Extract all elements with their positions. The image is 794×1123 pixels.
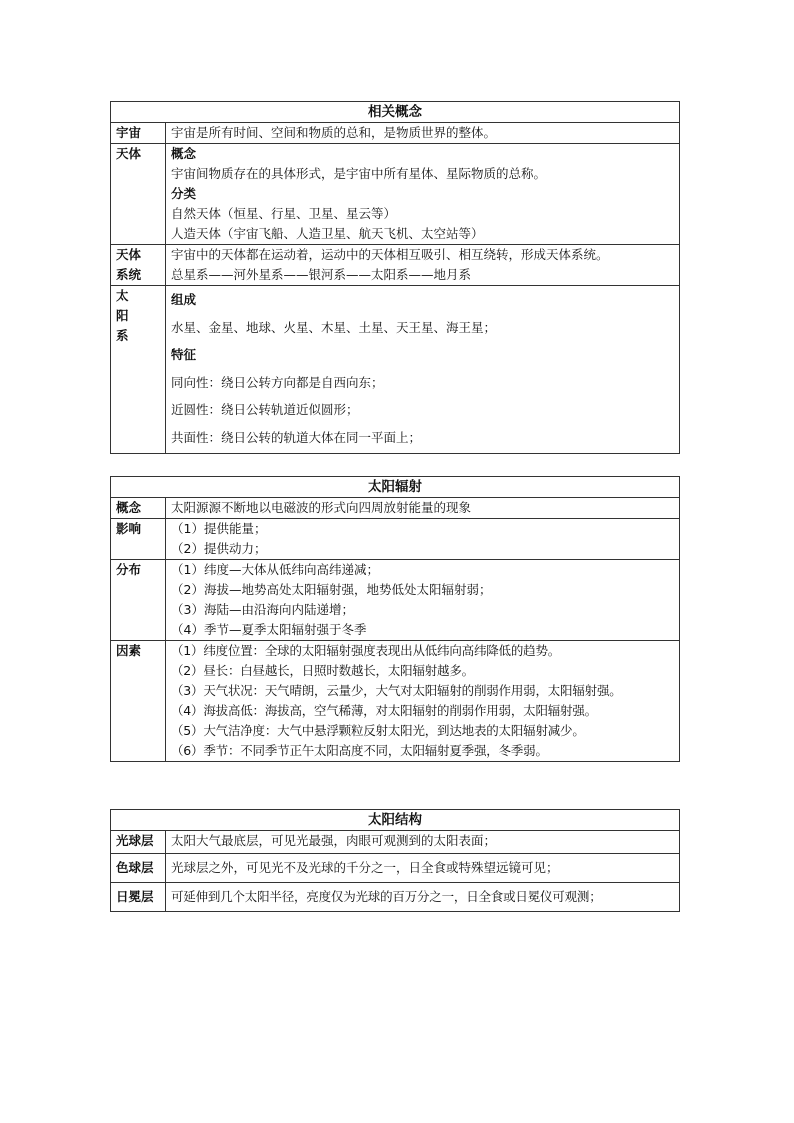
list-item: （2）提供动力； [171,541,267,556]
photosphere-label: 光球层 [111,831,166,854]
system-line-1: 宇宙中的天体都在运动着，运动中的天体相互吸引、相互绕转，形成天体系统。 [171,247,609,262]
celestial-natural: 自然天体（恒星、行星、卫星、星云等） [171,206,397,221]
celestial-concept-head: 概念 [171,146,197,161]
solar-label-char-3: 系 [116,328,129,343]
chromosphere-label: 色球层 [111,854,166,883]
celestial-concept-text: 宇宙间物质存在的具体形式，是宇宙中所有星体、星际物质的总称。 [171,166,547,181]
list-item: （2）海拔—地势高处太阳辐射强，地势低处太阳辐射弱； [171,582,492,597]
table-row [111,286,680,454]
celestial-artificial: 人造天体（宇宙飞船、人造卫星、航天飞机、太空站等） [171,226,484,241]
solar-comp-head: 组成 [171,292,197,307]
list-item: （4）季节—夏季太阳辐射强于冬季 [171,622,367,637]
list-item: （3）海陆—由沿海向内陆递增； [171,602,354,617]
radiation-factors-label: 因素 [111,641,166,762]
table-row [111,123,680,144]
chromosphere-text: 光球层之外，可见光不及光球的千分之一，日全食或特殊望远镜可见； [166,854,680,883]
list-item: （1）纬度位置：全球的太阳辐射强度表现出从低纬向高纬降低的趋势。 [171,643,561,658]
solar-label-char-1: 太 [116,288,129,303]
solar-feat-head: 特征 [171,347,197,362]
list-item: （4）海拔高低：海拔高，空气稀薄，对太阳辐射的削弱作用弱，太阳辐射强。 [171,703,597,718]
table-row [111,245,680,286]
concepts-table [110,101,680,454]
structure-title: 太阳结构 [111,810,680,831]
system-label-2: 系统 [116,267,142,282]
list-item: （1）纬度—大体从低纬向高纬递减； [171,562,379,577]
table-row [111,883,680,912]
table-row [111,831,680,854]
table-row [111,641,680,762]
solar-feat-3: 共面性：绕日公转的轨道大体在同一平面上； [171,429,422,445]
table-row [111,144,680,245]
radiation-impact-label: 影响 [111,519,166,560]
list-item: （2）昼长：白昼越长，日照时数越长，太阳辐射越多。 [171,663,474,678]
radiation-table [110,476,680,762]
list-item: （5）大气洁净度：大气中悬浮颗粒反射太阳光，到达地表的太阳辐射减少。 [171,723,585,738]
table-row [111,560,680,641]
celestial-class-head: 分类 [171,186,197,201]
solar-label-char-2: 阳 [116,308,129,323]
list-item: （6）季节：不同季节正午太阳高度不同，太阳辐射夏季强，冬季弱。 [171,743,548,758]
radiation-concept-text: 太阳源源不断地以电磁波的形式向四周放射能量的现象 [166,498,680,519]
radiation-dist-label: 分布 [111,560,166,641]
system-label-1: 天体 [116,247,142,262]
solar-feat-2: 近圆性：绕日公转轨道近似圆形； [171,402,359,417]
solar-planets: 水星、金星、地球、火星、木星、土星、天王星、海王星； [171,319,497,335]
table-row [111,854,680,883]
table-row [111,519,680,560]
solar-feat-1: 同向性：绕日公转方向都是自西向东； [171,374,384,390]
list-item: （3）天气状况：天气晴朗，云量少，大气对太阳辐射的削弱作用弱，太阳辐射强。 [171,683,622,698]
structure-table [110,809,680,912]
universe-label: 宇宙 [111,123,166,144]
system-line-2: 总星系——河外星系——银河系——太阳系——地月系 [171,267,472,282]
radiation-title: 太阳辐射 [111,477,680,498]
corona-label: 日冕层 [111,883,166,912]
table-row [111,498,680,519]
list-item: （1）提供能量； [171,521,267,536]
corona-text: 可延伸到几个太阳半径，亮度仅为光球的百万分之一，日全食或日冕仪可观测； [166,883,680,912]
concepts-title: 相关概念 [111,102,680,123]
radiation-concept-label: 概念 [111,498,166,519]
celestial-label: 天体 [111,144,166,245]
universe-text: 宇宙是所有时间、空间和物质的总和，是物质世界的整体。 [166,123,680,144]
photosphere-text: 太阳大气最底层，可见光最强，肉眼可观测到的太阳表面； [166,831,680,854]
